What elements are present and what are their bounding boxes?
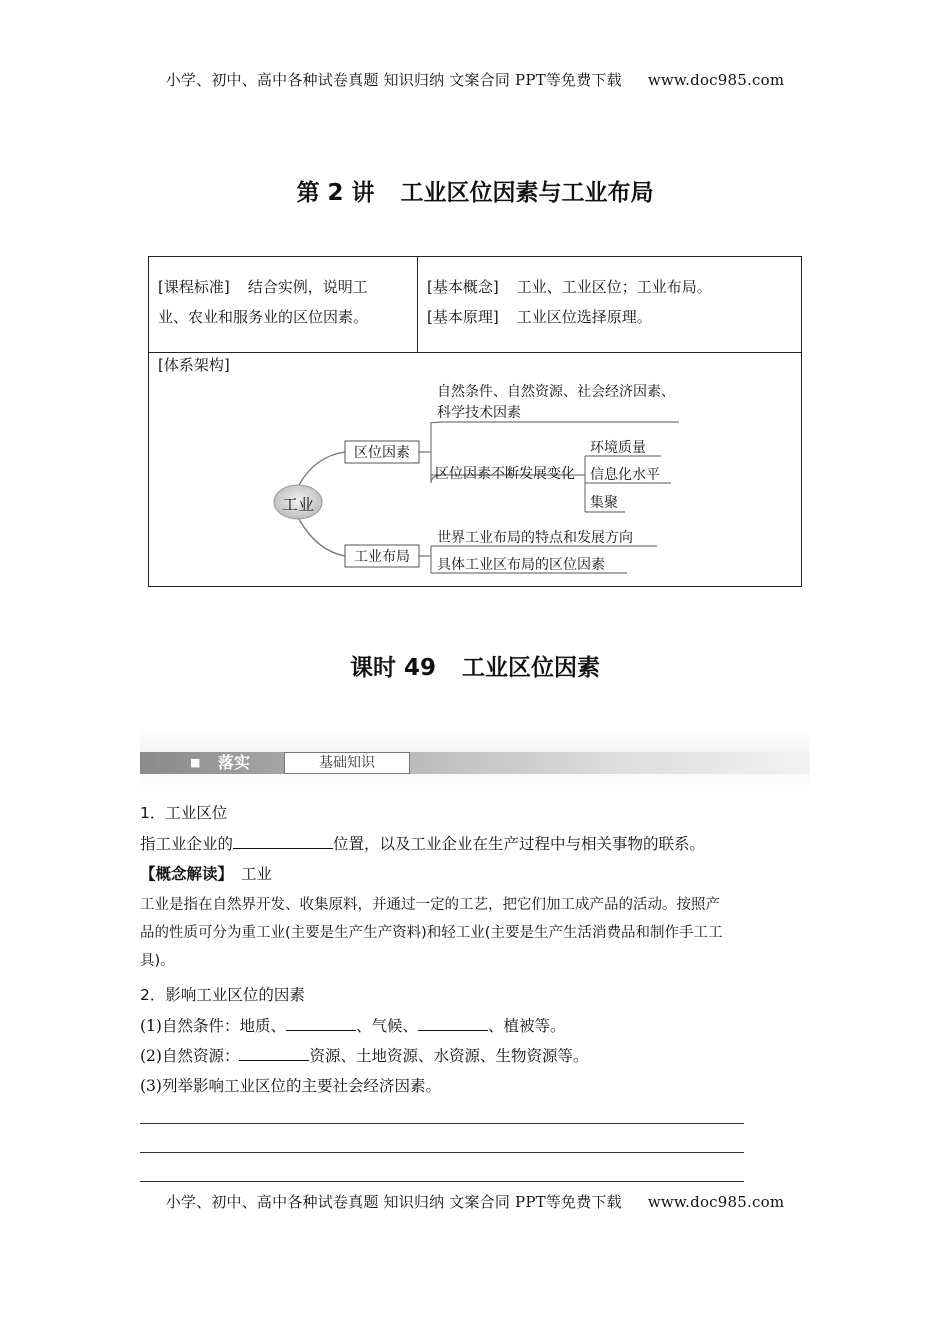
concept-interpretation-word: 工业 — [241, 865, 273, 883]
section-bar-label: 落实 — [218, 753, 251, 772]
answer-blank[interactable] — [286, 1016, 356, 1031]
mindmap-root: 工业 — [281, 495, 314, 514]
concept-interpretation-heading — [140, 862, 272, 884]
mindmap-branch-location-factors: 区位因素 — [354, 445, 410, 461]
section-bar — [140, 752, 810, 774]
header-url: www.doc985.com — [647, 71, 785, 89]
q2-text-b: 资源、土地资源、水资源、生物资源等。 — [309, 1047, 589, 1065]
q2-text-a: (2)自然资源： — [140, 1047, 240, 1065]
definition-text-pre: 指工业企业的 — [140, 835, 234, 853]
answer-blank[interactable] — [233, 834, 333, 849]
answer-line[interactable] — [140, 1181, 744, 1182]
mindmap-item-changing-factors: 区位因素不断发展变化 — [435, 466, 575, 482]
basic-concept-tag: [基本概念] — [427, 278, 499, 296]
lecture-title — [0, 174, 950, 207]
lecture-heading: 工业区位因素与工业布局 — [400, 180, 654, 206]
mindmap-branch-industrial-layout: 工业布局 — [354, 549, 410, 565]
footer-url: www.doc985.com — [647, 1193, 785, 1211]
header-text: 小学、初中、高中各种试卷真题 知识归纳 文案合同 PPT等免费下载 — [165, 71, 622, 89]
basic-principle-text: 工业区位选择原理。 — [516, 308, 652, 326]
mindmap-sub-environment: 环境质量 — [590, 440, 646, 456]
mindmap-item-factors-line1: 自然条件、自然资源、社会经济因素、 — [437, 384, 675, 400]
section-bar-tab: 基础知识 — [284, 752, 410, 774]
course-standard-line2: 业、农业和服务业的区位因素。 — [158, 308, 369, 326]
concept-line-2: 品的性质可分为重工业(主要是生产生产资料)和轻工业(主要是生产生活消费品和制作手工工 — [140, 925, 723, 941]
page-footer — [0, 1191, 950, 1212]
page-header — [0, 69, 950, 90]
definition-text-post: 位置，以及工业企业在生产过程中与相关事物的联系。 — [333, 835, 706, 853]
footer-text: 小学、初中、高中各种试卷真题 知识归纳 文案合同 PPT等免费下载 — [165, 1193, 622, 1211]
concept-interpretation-tag: 【概念解读】 — [140, 865, 234, 883]
question-natural-conditions — [140, 1014, 566, 1036]
q1-text-b: 、气候、 — [355, 1017, 418, 1035]
concept-line-1: 工业是指在自然界开发、收集原料，并通过一定的工艺，把它们加工成产品的活动。按照产 — [140, 897, 720, 913]
course-standard-line1: 结合实例，说明工 — [247, 278, 368, 296]
q1-text-c: 、植被等。 — [487, 1017, 566, 1035]
basic-concept-text: 工业、工业区位；工业布局。 — [516, 278, 712, 296]
mindmap-sub-informatization: 信息化水平 — [590, 467, 660, 483]
answer-line[interactable] — [140, 1123, 744, 1124]
mindmap-item-world-layout: 世界工业布局的特点和发展方向 — [437, 530, 633, 546]
standards-table — [148, 256, 802, 587]
mindmap-item-factors-line2: 科学技术因素 — [437, 405, 521, 421]
answer-blank[interactable] — [418, 1016, 488, 1031]
section-bar-square-icon: ■ — [190, 756, 201, 769]
question-natural-resources — [140, 1044, 588, 1066]
answer-line[interactable] — [140, 1152, 744, 1153]
question-socioeconomic: (3)列举影响工业区位的主要社会经济因素。 — [140, 1077, 441, 1095]
concept-line-3: 具)。 — [140, 953, 175, 969]
answer-blank[interactable] — [239, 1046, 309, 1061]
definition-line — [140, 832, 705, 854]
course-standard-tag: [课程标准] — [158, 278, 230, 296]
lesson-heading: 工业区位因素 — [462, 655, 600, 681]
heading-location-factors: 2．影响工业区位的因素 — [140, 986, 305, 1004]
heading-industrial-location: 1．工业区位 — [140, 804, 228, 822]
concept-paragraph — [140, 891, 812, 975]
q1-text-a: (1)自然条件：地质、 — [140, 1017, 286, 1035]
mindmap-sub-agglomeration: 集聚 — [590, 495, 618, 511]
lesson-title — [0, 649, 950, 682]
lecture-number: 第 2 讲 — [296, 180, 375, 206]
framework-tag: [体系架构] — [158, 356, 230, 374]
mindmap-item-specific-layout: 具体工业区布局的区位因素 — [437, 557, 605, 573]
lesson-number: 课时 49 — [349, 655, 436, 681]
basic-principle-tag: [基本原理] — [427, 308, 499, 326]
